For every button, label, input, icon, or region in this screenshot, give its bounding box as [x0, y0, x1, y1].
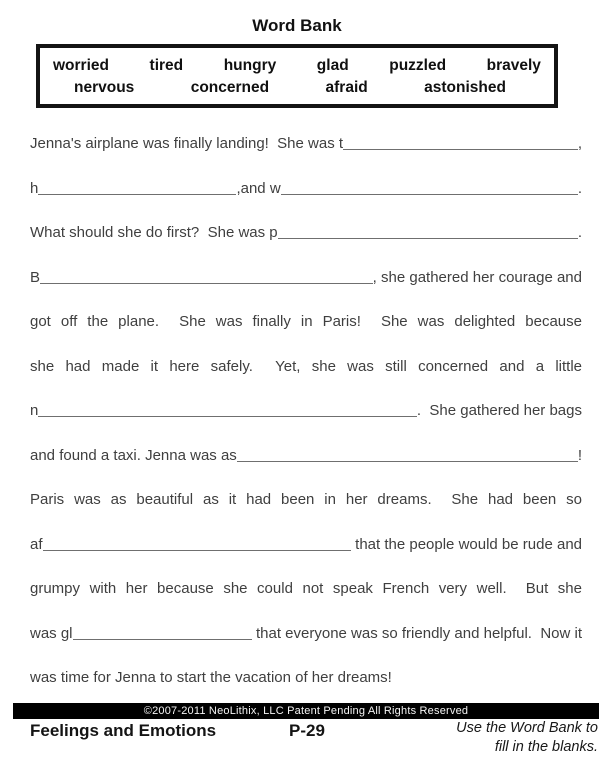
- story-line: [30, 567, 582, 612]
- word-bank-row-1: [40, 55, 554, 76]
- story-text: was gl: [30, 624, 73, 642]
- word-bank-word: hungry: [223, 56, 277, 74]
- story-line: [30, 389, 582, 434]
- story-line: [30, 523, 582, 568]
- fill-in-blank-line: [237, 461, 578, 462]
- word-bank-word: glad: [316, 56, 349, 74]
- word-bank-box: [36, 44, 558, 108]
- story-text: af: [30, 535, 43, 553]
- word-bank-word: tired: [149, 56, 184, 74]
- story-line: [30, 345, 582, 390]
- story-line: [30, 167, 582, 212]
- word-bank-word: concerned: [190, 78, 270, 96]
- fill-in-blank-line: [73, 639, 252, 640]
- story-line: [30, 256, 582, 301]
- word-bank-title: Word Bank: [252, 16, 342, 35]
- word-bank-word: worried: [53, 56, 109, 74]
- fill-in-blank-line: [278, 238, 578, 239]
- copyright-bar: ©2007-2011 NeoLithix, LLC Patent Pending All Rights Reserved: [13, 703, 599, 719]
- story-text: What should she do first? She was p: [30, 224, 278, 241]
- word-bank-word: bravely: [486, 56, 541, 74]
- story-text: got off the plane. She was finally in Paris! She was delighted because: [30, 313, 582, 330]
- story-line: [30, 656, 582, 701]
- word-bank-row-2: [40, 77, 554, 98]
- story-line: [30, 478, 582, 523]
- fill-in-blank-line: [281, 194, 578, 195]
- fill-in-blank-line: [343, 149, 578, 150]
- story-text: Paris was as beautiful as it had been in her dreams. She had been so: [30, 491, 582, 508]
- story-text: .: [577, 179, 582, 197]
- story-text: and found a taxi. Jenna was as: [30, 446, 237, 464]
- story-line: [30, 434, 582, 479]
- story-text: Jenna's airplane was finally landing! She was t: [30, 135, 344, 152]
- story-text: .: [577, 224, 582, 241]
- story-text: B: [30, 268, 41, 286]
- worksheet-title: Feelings and Emotions: [30, 721, 217, 740]
- story-text: was time for Jenna to start the vacation of her dreams!: [30, 669, 392, 686]
- instruction-line-2: fill in the blanks.: [494, 738, 598, 755]
- instructions: [456, 719, 598, 756]
- story-text: , she gathered her courage and: [372, 268, 582, 286]
- story-line: [30, 612, 582, 657]
- fill-in-blank-line: [40, 283, 373, 284]
- story: [30, 122, 582, 701]
- fill-in-blank-line: [38, 194, 236, 195]
- story-line: [30, 211, 582, 256]
- story-line: [30, 122, 582, 167]
- story-text: ,: [577, 135, 582, 152]
- word-bank-word: afraid: [325, 78, 368, 96]
- fill-in-blank-line: [43, 550, 351, 551]
- story-text: she had made it here safely. Yet, she was still concerned and a little: [30, 357, 582, 375]
- story-text: that the people would be rude and: [350, 535, 582, 553]
- instruction-line-1: Use the Word Bank to: [456, 720, 598, 736]
- story-line: [30, 300, 582, 345]
- fill-in-blank-line: [38, 416, 417, 417]
- story-text: !: [577, 446, 582, 464]
- word-bank-word: nervous: [74, 78, 135, 96]
- story-text: . She gathered her bags: [416, 402, 582, 419]
- story-text: grumpy with her because she could not speak French very well. But she: [30, 580, 582, 597]
- word-bank-word: astonished: [424, 78, 506, 96]
- story-text: ,and w: [236, 179, 281, 197]
- word-bank-word: puzzled: [389, 56, 447, 74]
- story-text: n: [30, 402, 39, 419]
- story-text: h: [30, 179, 39, 197]
- story-text: that everyone was so friendly and helpful. Now it: [251, 624, 582, 642]
- page-number: P-29: [289, 721, 325, 740]
